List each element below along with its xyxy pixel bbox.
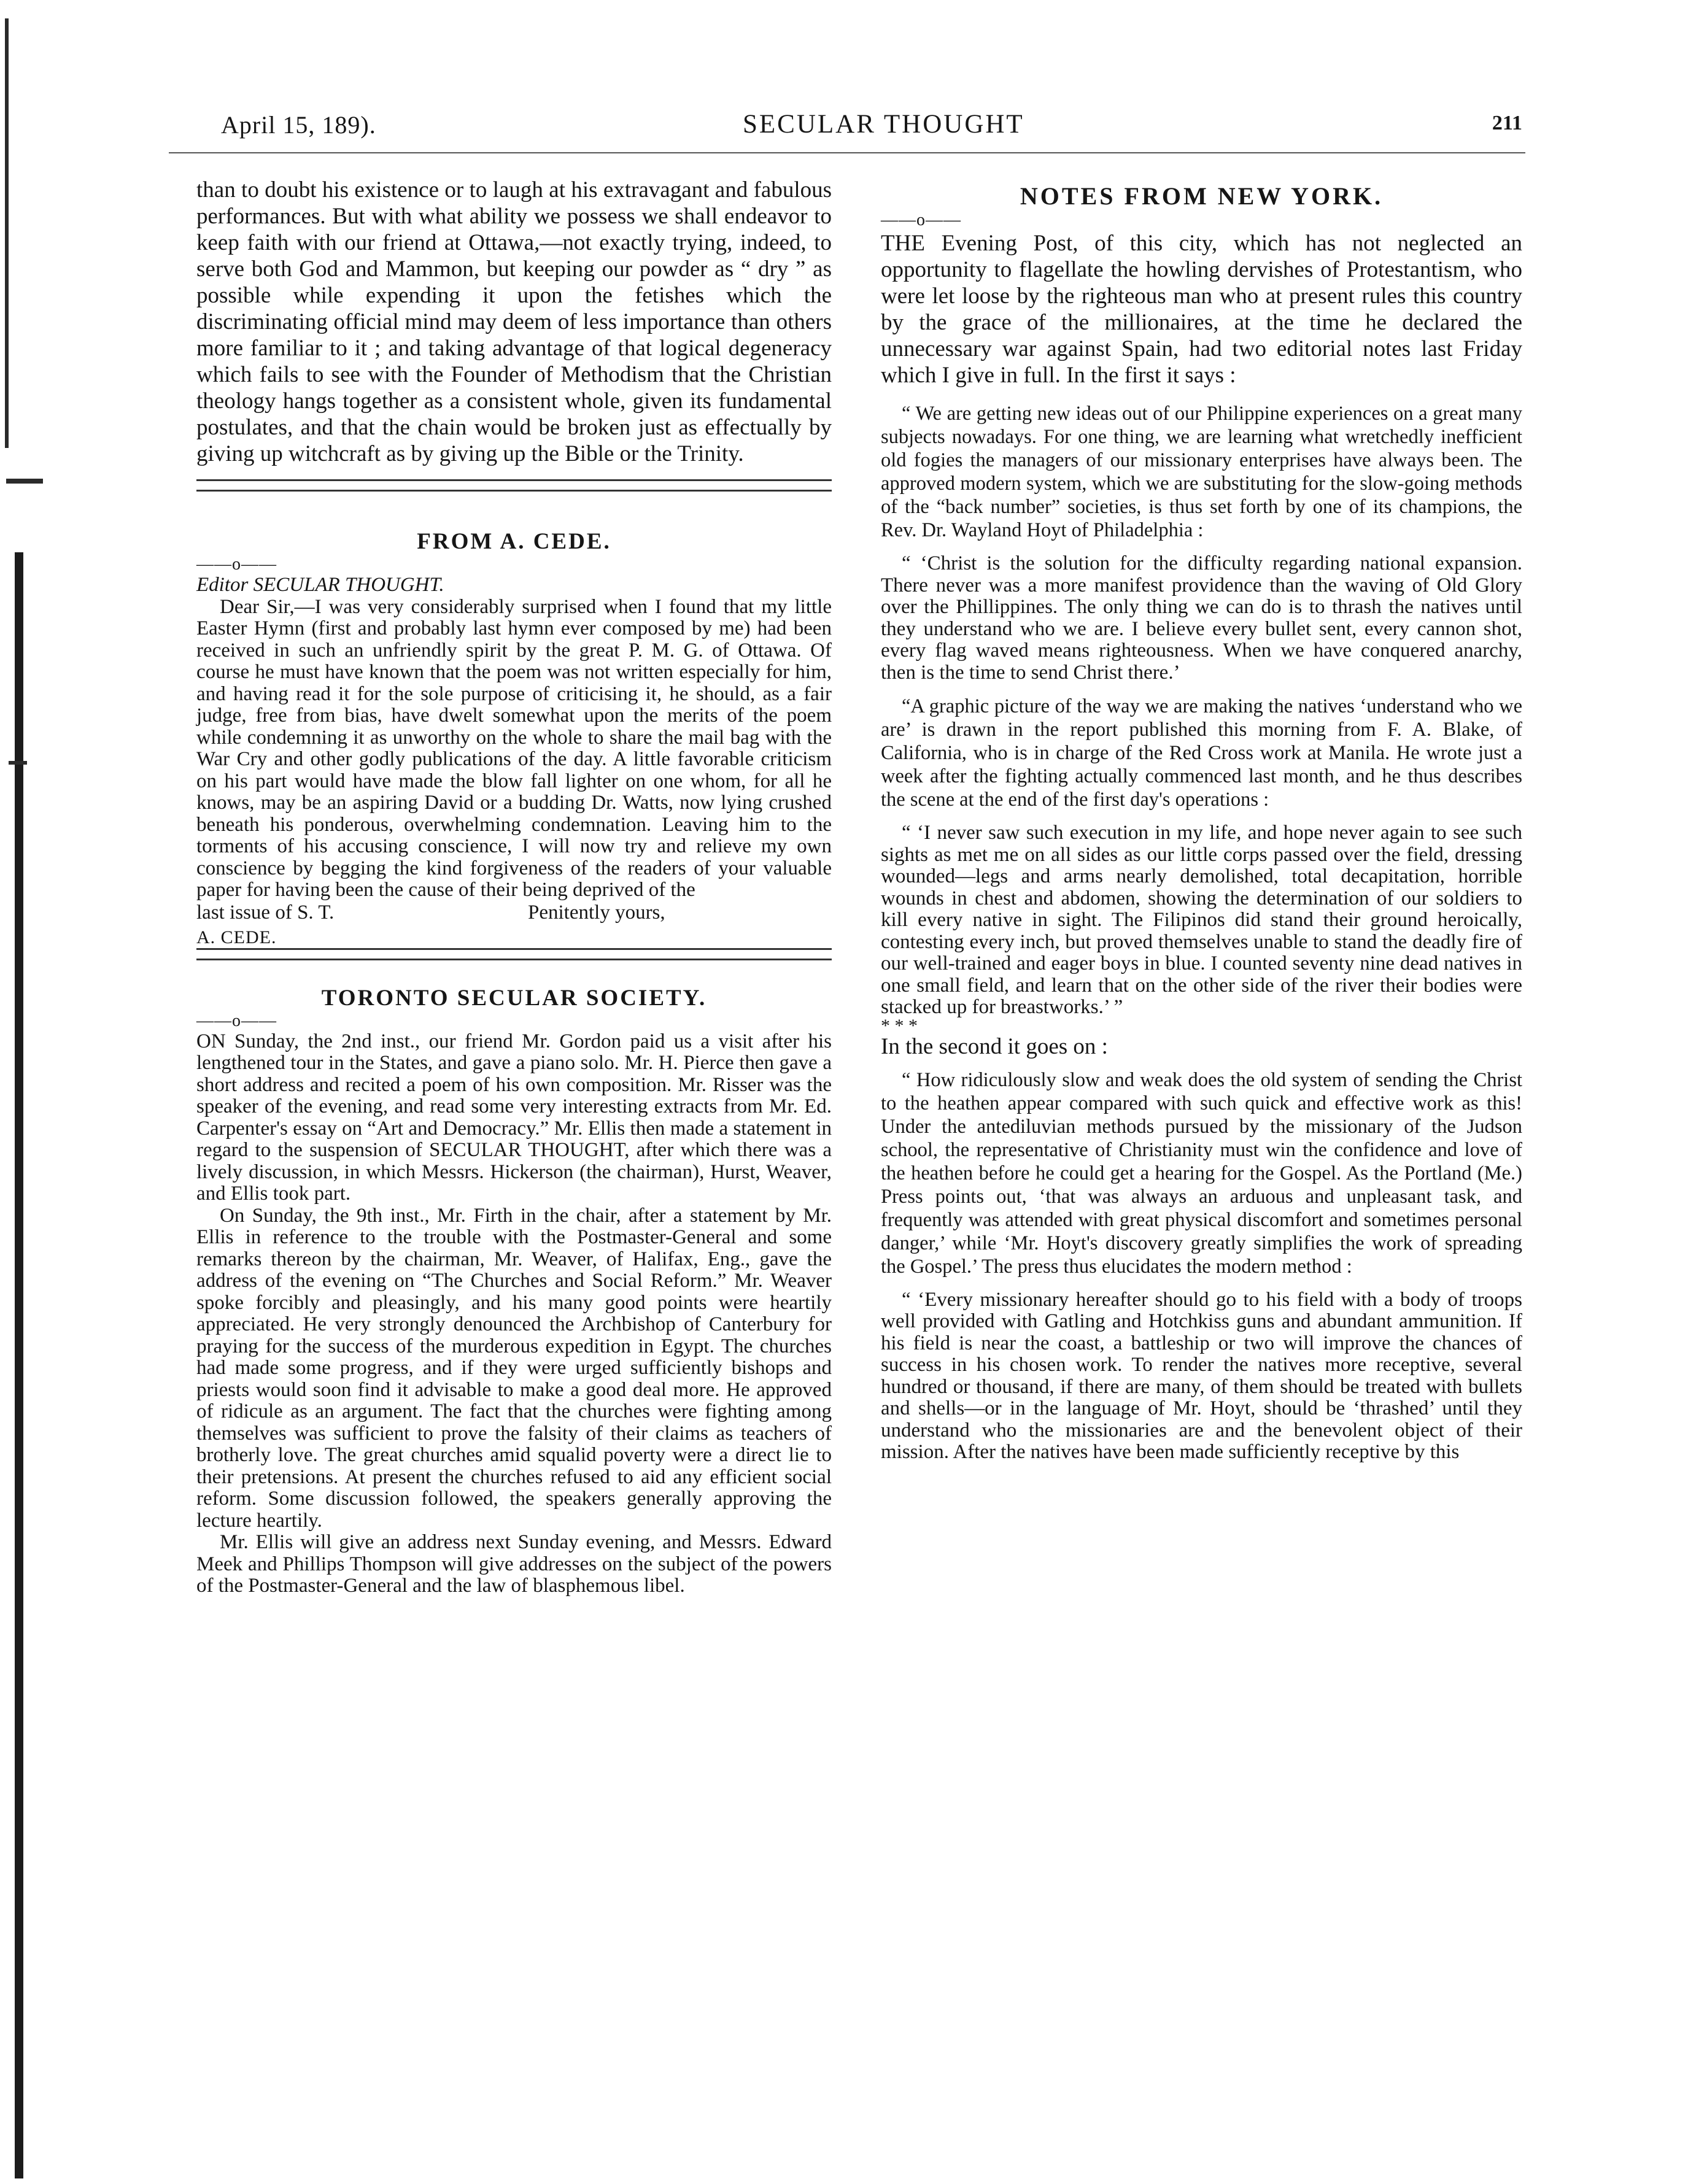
quote-paragraph: “ We are getting new ideas out of our Philippine experiences on a great many subjects nowadays. For one thing, we are learning what wretchedly inefficient old fogies the managers of our missionary enterprises have always been. The approved modern system, which we are substituting for the slow-going methods of the “back number” societies, is thus set forth by one of its champions, the Rev. Dr. Wayland Hoyt of Philadelphia : xyxy=(881,403,1522,541)
ornament: ——o—— xyxy=(196,1011,277,1030)
binding-rule xyxy=(15,552,23,2178)
right-column xyxy=(881,177,1522,1464)
letter-signature: A. CEDE. xyxy=(196,927,277,947)
second-intro: In the second it goes on : xyxy=(881,1033,1108,1059)
quote-paragraph: “ ‘I never saw such execution in my life, and hope never again to see such sights as met me on all sides as our little corps passed over the field, dressing wounded—legs and arms nearly demolished, total decapitation, horrible wounds in chest and abdomen, showing the determination of our soldiers to kill every native in sight. The Filipinos did stand their ground heroically, contesting every inch, but proved themselves unable to stand the deadly fire of our well-trained and eager boys in blue. I counted seventy nine dead natives in one small field, and learn that on the other side of the river their bodies were stacked up for breastworks.’ ” xyxy=(881,822,1522,1018)
quote-paragraph: “ ‘Every missionary hereafter should go to his field with a body of troops well provided with Gatling and Hotchkiss guns and abundant ammunition. If his field is near the coast, a battleship or two will improve the chances of success in his chosen work. To render the natives more receptive, several hundred or thousand, if there are many, of them should be treated with bullets and shells—or in the language of Mr. Hoyt, should be ‘thrashed’ until they understand who the missionaries are and the benevolent object of their mission. After the natives have been made sufficiently receptive by this xyxy=(881,1288,1522,1463)
letter-title: FROM A. CEDE. xyxy=(417,529,611,554)
society-paragraph: On Sunday, the 9th inst., Mr. Firth in the chair, after a statement by Mr. Ellis in reference to the trouble with the Postmaster-General and some remarks thereon by the chairman, Mr. Weaver, of Halifax, Eng., gave the address of the evening on “The Churches and Social Reform.” Mr. Weaver spoke forcibly and pleasingly, and his many good points were heartily appreciated. He very strongly denounced the Archbishop of Canterbury for praying for the success of the murderous expedition in Egypt. The churches had made some progress, and if they were urged sufficiently bishops and priests would soon find it advisable to make a good deal more. He approved of ridicule as an argument. The fact that the churches were fighting among themselves was sufficient to prove the falsity of their claims as teachers of brotherly love. The great churches amid squalid poverty were a direct lie to their pretensions. At present the churches refused to aid any efficient social reform. Some discussion followed, the speakers generally approving the lecture heartily. xyxy=(196,1204,832,1532)
letter-closing: Penitently yours, xyxy=(528,901,665,924)
section-stars: * * * xyxy=(881,1015,918,1036)
quote-paragraph: “ How ridiculously slow and weak does the old system of sending the Christ to the heathen appear compared with such quick and effective work as this! Under the antediluvian methods pursued by the missionary of the Judson school, the representative of Christianity must win the confidence and love of the heathen before he could get a hearing for the Gospel. As the Portland (Me.) Press points out, ‘that was always an arduous and unpleasant task, and frequently was attended with great physical discomfort and sometimes personal danger,’ while ‘Mr. Hoyt's discovery greatly simplifies the work of spreading the Gospel.’ The press thus elucidates the modern method : xyxy=(881,1068,1522,1278)
page-header xyxy=(203,104,1522,147)
ornament: ——o—— xyxy=(196,555,277,574)
notes-intro: THE Evening Post, of this city, which has not neglected an opportunity to flagellate the howling dervishes of Protestantism, who were let loose by the righteous man who at present rules this country by the grace of the millionaires, at the time he declared the unnecessary war against Spain, had two editorial notes last Friday which I give in full. In the first it says : xyxy=(881,231,1522,388)
binding-mark xyxy=(5,18,9,448)
letter-body: Dear Sir,—I was very considerably surprised when I found that my little Easter Hymn (first and probably last hymn ever composed by me) had been received in such an unfriendly spirit by the great P. M. G. of Ottawa. Of course he must have known that the poem was not written especially for him, and having read it for the sole purpose of criticising it, he should, as a fair judge, free from bias, have dwelt somewhat upon the merits of the poem while condemning it as unworthy on the whole to share the mail bag with the War Cry and other godly publications of the day. A little favorable criticism on his part would have made the blow fall lighter on one whom, for all he knows, may be an aspiring David or a budding Dr. Watts, now lying crushed beneath his ponderous, overwhelming condemnation. Leaving him to the torments of his accusing conscience, I will now try and relieve my own conscience by begging the kind forgiveness of the readers of your valuable paper for having been the cause of their being deprived of the xyxy=(196,595,832,901)
header-rule xyxy=(169,152,1525,153)
continued-paragraph: than to doubt his existence or to laugh at his extravagant and fabulous performances. But with what ability we possess we shall endeavor to keep faith with our friend at Ottawa,—not exactly trying, indeed, to serve both God and Mammon, but keeping our powder as “ dry ” as possible while expending it upon the fetishes which the discriminating official mind may deem of less importance than others more familiar to it ; and taking advantage of that logical degeneracy which fails to see with the Founder of Methodism that the Christian theology hangs together as a consistent whole, given its fundamental postulates, and that the chain would be broken just as effectually by giving up witchcraft as by giving up the Bible or the Trinity. xyxy=(196,177,832,466)
letter-last-line: last issue of S. T. xyxy=(196,901,335,924)
society-paragraph: ON Sunday, the 2nd inst., our friend Mr. Gordon paid us a visit after his lengthened tour in the States, and gave a piano solo. Mr. H. Pierce then gave a short address and recited a poem of his own composition. Mr. Risser was the speaker of the evening, and read some very interesting extracts from Mr. Ed. Carpenter's essay on “Art and Democracy.” Mr. Ellis then made a statement in regard to the suspension of SECULAR THOUGHT, after which there was a lively discussion, in which Messrs. Hickerson (the chairman), Hurst, Weaver, and Ellis took part. xyxy=(196,1030,832,1205)
society-title: TORONTO SECULAR SOCIETY. xyxy=(321,985,707,1011)
quote-paragraph: “A graphic picture of the way we are making the natives ‘understand who we are’ is drawn in the report published this morning from F. A. Blake, of California, who is in charge of the Red Cross work at Manila. He wrote just a week after the fighting actually commenced last month, and he thus describes the scene at the end of the first day's operations : xyxy=(881,695,1522,811)
binding-mark xyxy=(6,479,43,484)
ornament: ——o—— xyxy=(881,210,961,230)
masthead: SECULAR THOUGHT xyxy=(743,110,1024,139)
notes-title: NOTES FROM NEW YORK. xyxy=(1020,182,1384,210)
section-divider xyxy=(196,479,832,492)
quote-paragraph: “ ‘Christ is the solution for the difficulty regarding national expansion. There never was a more manifest providence than the waving of Old Glory over the Phillippines. The only thing we can do is to thrash the natives until they understand who we are. I believe every bullet sent, every cannon shot, every flag waved means righteousness. When we have conquered anarchy, then is the time to send Christ there.’ xyxy=(881,552,1522,684)
letter-salutation: Editor SECULAR THOUGHT. xyxy=(196,574,444,596)
society-paragraph: Mr. Ellis will give an address next Sunday evening, and Messrs. Edward Meek and Phillips Thompson will give addresses on the subject of the powers of the Postmaster-General and the law of blasphemous libel. xyxy=(196,1531,832,1597)
binding-mark xyxy=(9,761,27,765)
section-divider xyxy=(196,948,832,960)
letter-closing-row xyxy=(196,901,832,927)
issue-date: April 15, 189). xyxy=(221,111,376,139)
binding-edge xyxy=(0,0,43,2184)
page-number: 211 xyxy=(1492,112,1522,134)
left-column xyxy=(196,177,832,1597)
